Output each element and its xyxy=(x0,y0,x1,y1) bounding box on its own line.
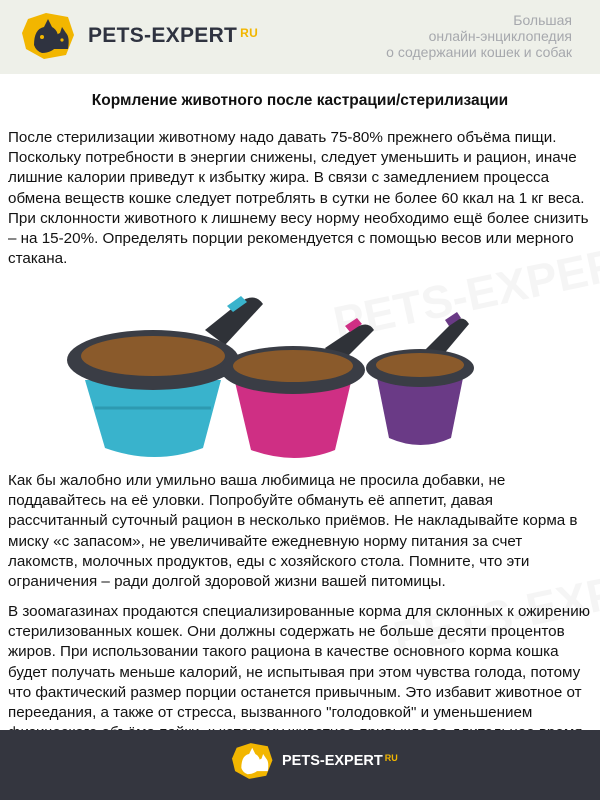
small-cup-kibble xyxy=(376,353,464,377)
site-header xyxy=(0,0,600,74)
medium-measuring-cup xyxy=(221,318,374,458)
small-measuring-cup xyxy=(366,312,474,445)
site-footer xyxy=(0,730,600,800)
article-paragraph: После стерилизации животному надо давать 75-80% прежнего объёма пищи. Поскольку потребности в энергии снижены, следует уменьшить и рацион, иначе лишние калории приведут к избытку жира. В связи с замедлением процесса обмена веществ кошке следует потреблять в сутки не более 60 ккал на 1 кг веса. При склонности животного к лишнему весу норму необходимо ещё более снизить – на 15-20%. Определять порции рекомендуется с помощью весов или мерного стакана. xyxy=(8,129,589,268)
medium-cup-kibble xyxy=(233,350,353,382)
large-cup-kibble xyxy=(81,336,225,376)
tagline-line: Большая xyxy=(513,12,572,28)
brand-name: PETS-EXPERT $^{RU}$ xyxy=(88,24,259,47)
tagline-line: о содержании кошек и собак xyxy=(386,44,572,60)
site-logo[interactable] xyxy=(20,9,258,63)
article-paragraph: Как бы жалобно или умильно ваша любимица не просила добавки, не поддавайтесь на её уловки. Попробуйте обмануть её аппетит, давая рассчитанный суточный рацион в несколько приёмов. Не накладывайте корма в миску «с запасом», не увеличивайте ежедневную норму питания за счет лакомств, молочных продуктов, еды с хозяйского стола. Помните, что эти ограничения – ради долгой здоровой жизни вашей питомицы. xyxy=(8,472,578,591)
footer-brand-name: PETS-EXPERT $^{RU}$ xyxy=(282,753,398,769)
article-paragraph: В зоомагазинах продаются специализированные корма для склонных к ожирению стерилизованных кошек. Они должны содержать не больше десяти процентов жиров. При использовании такого рациона в качестве основного корма кошка будет получать меньше калорий, не испытывая при этом чувства голода, потому что фактический размер порции останется привычным. Это избавит животное от переедания, а также от стресса, вызванного "голодовкой" и уменьшением xyxy=(8,603,591,722)
footer-logo[interactable] xyxy=(230,740,398,782)
dog-cat-logo-icon xyxy=(230,740,276,782)
small-cup-body xyxy=(377,378,463,445)
site-tagline xyxy=(352,12,572,60)
dog-cat-logo-icon xyxy=(20,9,78,63)
measuring-cups-photo xyxy=(55,280,555,460)
tagline-line: онлайн-энциклопедия xyxy=(428,28,572,44)
article-title: Кормление животного после кастрации/стерилизации xyxy=(91,92,509,109)
large-cup-body xyxy=(85,380,221,457)
